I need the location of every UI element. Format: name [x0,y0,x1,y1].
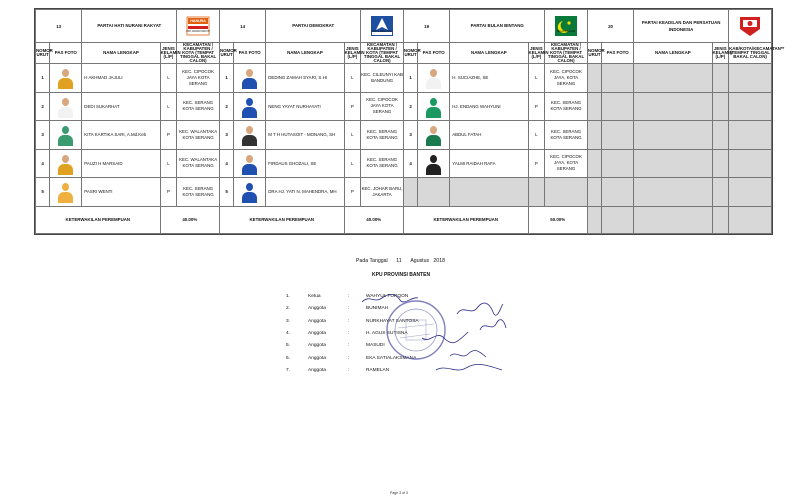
representation-value: 50.00% [528,206,587,233]
empty-cell [712,149,729,178]
candidate-gender: L [344,64,361,93]
pbb-logo-icon [554,15,578,37]
col-header-gender: JENIS KELAMIN (L/P) [528,43,545,64]
col-header-photo: PAS FOTO [234,43,266,64]
candidate-domicile: KEC. CIPOCOK JAYA, KOTA SERANG [545,149,588,178]
candidate-gender: L [528,64,545,93]
member-colon: : [348,318,350,324]
col-header-no: NOMOR URUT [219,43,233,64]
candidate-gender: P [160,121,177,150]
party-logo [729,10,772,43]
member-name: H. AGUS SUTISNA [366,330,408,336]
pkpi-logo-icon [738,15,762,37]
empty-cell [602,178,634,207]
candidate-domicile: KEC. SERANG KOTA SERANG [177,178,220,207]
candidate-photo [50,92,82,121]
empty-cell [634,92,712,121]
avatar-icon [425,123,442,145]
date-month: Agustus [410,258,430,264]
candidate-number: 3 [36,121,50,150]
candidate-number: 5 [36,178,50,207]
candidate-photo [418,121,450,150]
col-header-gender: JENIS KELAMIN (L/P) [344,43,361,64]
candidate-gender: P [528,92,545,121]
candidate-domicile: KEC. WALANTAKA KOTA SERANG [177,149,220,178]
candidate-name: DRA HJ. YATI N. MAHENDRA, MH [266,178,344,207]
candidate-name: FIRDAUS GHOZALI, SE [266,149,344,178]
col-header-no: NOMOR URUT [587,43,601,64]
candidate-number: 2 [219,92,233,121]
representation-label: KETERWAKILAN PEREMPUAN [219,206,344,233]
candidate-name: M T H HUTASOIT - MONANG, SH [266,121,344,150]
candidate-gender: L [528,121,545,150]
member-number: 1. [286,294,291,299]
member-name: EKA SATIALAKSMANA [366,355,417,361]
candidate-domicile: KEC. SERANG KOTA SERANG [545,121,588,150]
empty-cell [634,178,712,207]
avatar-icon [57,95,74,117]
party-logo [361,10,404,43]
member-role: Anggota [308,318,326,324]
signing-date [356,258,445,264]
candidate-number: 2 [403,92,417,121]
empty-cell [587,64,601,93]
candidate-domicile: KEC. SERANG KOTA SERANG [361,121,404,150]
member-number: 6. [286,355,291,361]
table-row [36,64,772,93]
candidate-photo [234,64,266,93]
col-header-domicile: KECAMATAN / KABUPATEN / KOTA (TEMPAT TINGGAL BAKAL CALON) [177,43,220,64]
col-header-name: NAMA LENGKAP [82,43,160,64]
candidate-photo [50,121,82,150]
representation-value: 40.00% [160,206,219,233]
candidate-name: YALMI RAIDAH RAFA [450,149,528,178]
empty-cell [602,206,634,233]
candidate-number: 5 [219,178,233,207]
empty-cell [729,121,772,150]
avatar-icon [57,66,74,88]
candidate-number: 1 [403,64,417,93]
member-role: Anggota [308,306,326,312]
empty-cell [729,149,772,178]
org-name: KPU PROVINSI BANTEN [372,272,431,278]
candidate-gender: P [160,178,177,207]
empty-cell [587,92,601,121]
empty-cell [712,121,729,150]
signature-6-icon [434,362,504,376]
candidate-domicile: KEC. CIPOCOK JAYA, KOTA SERANG [545,64,588,93]
candidate-photo [234,149,266,178]
candidate-name: ABDUL FATAH [450,121,528,150]
representation-row [36,206,772,233]
candidate-domicile: KEC. SERANG KOTA SERANG [361,149,404,178]
candidate-gender: L [344,121,361,150]
candidate-name: NENG YAYAT NURHAYATI [266,92,344,121]
member-colon: : [348,343,350,349]
col-header-domicile: KECAMATAN / KABUPATEN / KOTA (TEMPAT TINGGAL BAKAL CALON) [361,43,404,64]
avatar-icon [241,95,258,117]
party-header-row [36,10,772,43]
member-number: 2. [286,306,291,312]
empty-cell [712,64,729,93]
logo-text: HANURA [190,18,206,23]
table-row [36,92,772,121]
member-colon: : [348,306,350,312]
candidate-gender: L [160,92,177,121]
candidate-domicile: KEC. CIPOCOK JAYA KOTA SERANG [177,64,220,93]
empty-cell [634,121,712,150]
empty-cell [634,206,712,233]
candidate-number: 4 [219,149,233,178]
member-colon: : [348,330,350,336]
candidate-domicile: KEC. JOHAR BARU, JAKARTA [361,178,404,207]
member-number: 4. [286,330,291,336]
signature-1-icon [360,292,420,306]
page-footer: Page 3 of 3 [390,491,408,495]
avatar-icon [241,152,258,174]
member-role: Anggota [308,367,326,373]
candidate-number: 1 [219,64,233,93]
signature-5-icon [448,348,488,362]
col-header-photo: PAS FOTO [602,43,634,64]
candidate-name: KITA KARTIKA SARI, A.Md.Keb [82,121,160,150]
member-number: 5. [286,343,291,349]
avatar-icon [57,180,74,202]
representation-value: 40.00% [344,206,403,233]
candidate-gender: L [160,64,177,93]
candidate-photo [50,178,82,207]
candidate-photo [50,64,82,93]
member-number: 7. [286,367,291,373]
candidate-photo [234,178,266,207]
candidate-number: 2 [36,92,50,121]
member-colon: : [348,294,350,299]
table-row [36,121,772,150]
demokrat-logo-icon [370,15,394,37]
empty-cell [729,64,772,93]
candidate-number: 3 [219,121,233,150]
avatar-icon [57,123,74,145]
col-header-gender: JENIS KELAMIN (L/P) [712,43,729,64]
member-role: Anggota [308,343,326,349]
party-number: 13 [36,10,82,43]
avatar-icon [425,66,442,88]
empty-cell [418,178,450,207]
candidate-gender: P [344,178,361,207]
empty-cell [729,92,772,121]
empty-cell [450,178,528,207]
empty-cell [587,121,601,150]
table-row [36,178,772,207]
empty-cell [403,178,417,207]
candidate-name: PAUZI H MARSAID [82,149,160,178]
col-header-name: NAMA LENGKAP [634,43,712,64]
candidate-domicile: KEC. SERANG KOTA SERANG [545,92,588,121]
party-logo [177,10,220,43]
empty-cell [587,149,601,178]
date-year: 2018 [433,258,445,264]
candidate-name: HJ. ENDANG WAHYUNI [450,92,528,121]
col-header-name: NAMA LENGKAP [450,43,528,64]
member-number: 3. [286,318,291,324]
logo-subtext: BULAN BINTANG [556,30,576,33]
representation-label: KETERWAKILAN PEREMPUAN [403,206,528,233]
candidate-domicile: KEC. CIPOCOK JAYA KOTA SERANG [361,92,404,121]
party-logo [545,10,588,43]
party-name: PARTAI DEMOKRAT [266,10,361,43]
candidate-gender: P [344,92,361,121]
party-number: 19 [403,10,449,43]
empty-cell [729,178,772,207]
candidate-domicile: KEC. SERANG KOTA SERANG [177,92,220,121]
candidate-photo [50,149,82,178]
member-name: RAMELAN [366,367,390,373]
avatar-icon [241,123,258,145]
candidate-name: PASRI WENTI [82,178,160,207]
party-name: PARTAI KEADILAN DAN PERSATUAN INDONESIA [634,10,729,43]
empty-cell [712,178,729,207]
col-header-photo: PAS FOTO [50,43,82,64]
candidate-number: 3 [403,121,417,150]
candidate-photo [234,92,266,121]
col-header-name: NAMA LENGKAP [266,43,344,64]
avatar-icon [241,180,258,202]
member-name: MASUDI [366,343,385,349]
table-row [36,149,772,178]
candidate-number: 4 [403,149,417,178]
empty-cell [634,149,712,178]
candidate-name: DEDING ZAMAH SYARI, S.HI [266,64,344,93]
member-name: WAHYUL FURQON [366,294,409,299]
col-header-no: NOMOR URUT [36,43,50,64]
signature-3-icon [478,318,508,334]
empty-cell [545,178,588,207]
col-header-photo: PAS FOTO [418,43,450,64]
avatar-icon [241,66,258,88]
party-number: 20 [587,10,633,43]
date-prefix: Pada Tanggal [356,258,388,264]
date-day: 11 [396,258,402,264]
party-number: 14 [219,10,265,43]
avatar-icon [425,152,442,174]
avatar-icon [425,95,442,117]
empty-cell [602,64,634,93]
empty-cell [587,206,601,233]
avatar-icon [57,152,74,174]
logo-subtext: PARTAI DEMOKRAT [371,30,393,33]
signature-2-icon [455,300,505,318]
column-header-row [36,43,772,64]
party-name: PARTAI BULAN BINTANG [450,10,545,43]
member-role: Ketua [308,294,321,299]
candidate-photo [418,149,450,178]
empty-cell [712,92,729,121]
col-header-gender: JENIS KELAMIN (L/P) [160,43,177,64]
candidate-photo [418,64,450,93]
candidate-photo [234,121,266,150]
candidate-name: H. SUCIAZHE, SE [450,64,528,93]
representation-label: KETERWAKILAN PEREMPUAN [36,206,161,233]
candidate-gender: P [528,149,545,178]
member-name: NURKHAYAT SANTOSA [366,318,419,324]
col-header-domicile-alt: KAB/KOTA/KECAMATAN** (TEMPAT TINGGAL BAKAL CALON) [729,43,772,64]
col-header-no: NOMOR URUT [403,43,417,64]
candidate-number: 1 [36,64,50,93]
candidate-domicile: KEC. WALANTAKA KOTA SERANG [177,121,220,150]
empty-cell [602,149,634,178]
candidate-name: DEDI SUKARHAT [82,92,160,121]
signature-4-icon [420,328,470,346]
candidate-number: 4 [36,149,50,178]
logo-subtext: HATI NURANI RAKYAT [186,30,211,33]
col-header-domicile: KECAMATAN / KABUPATEN / KOTA (TEMPAT TINGGAL BAKAL CALON) [545,43,588,64]
empty-cell [602,121,634,150]
member-name: BUNIMAH [366,306,389,312]
candidate-photo [418,92,450,121]
empty-cell [528,178,545,207]
empty-cell [634,64,712,93]
empty-cell [587,178,601,207]
empty-cell [729,206,772,233]
candidate-domicile: KEC. CILEUNYI KAB BANDUNG [361,64,404,93]
member-role: Anggota [308,355,326,361]
party-name: PARTAI HATI NURANI RAKYAT [82,10,177,43]
empty-cell [602,92,634,121]
candidate-gender: L [344,149,361,178]
empty-cell [712,206,729,233]
member-colon: : [348,355,350,361]
member-colon: : [348,367,350,373]
candidate-name: H AKHMAD JAJULI [82,64,160,93]
member-role: Anggota [308,330,326,336]
candidate-gender: L [160,149,177,178]
candidate-table [34,8,785,235]
